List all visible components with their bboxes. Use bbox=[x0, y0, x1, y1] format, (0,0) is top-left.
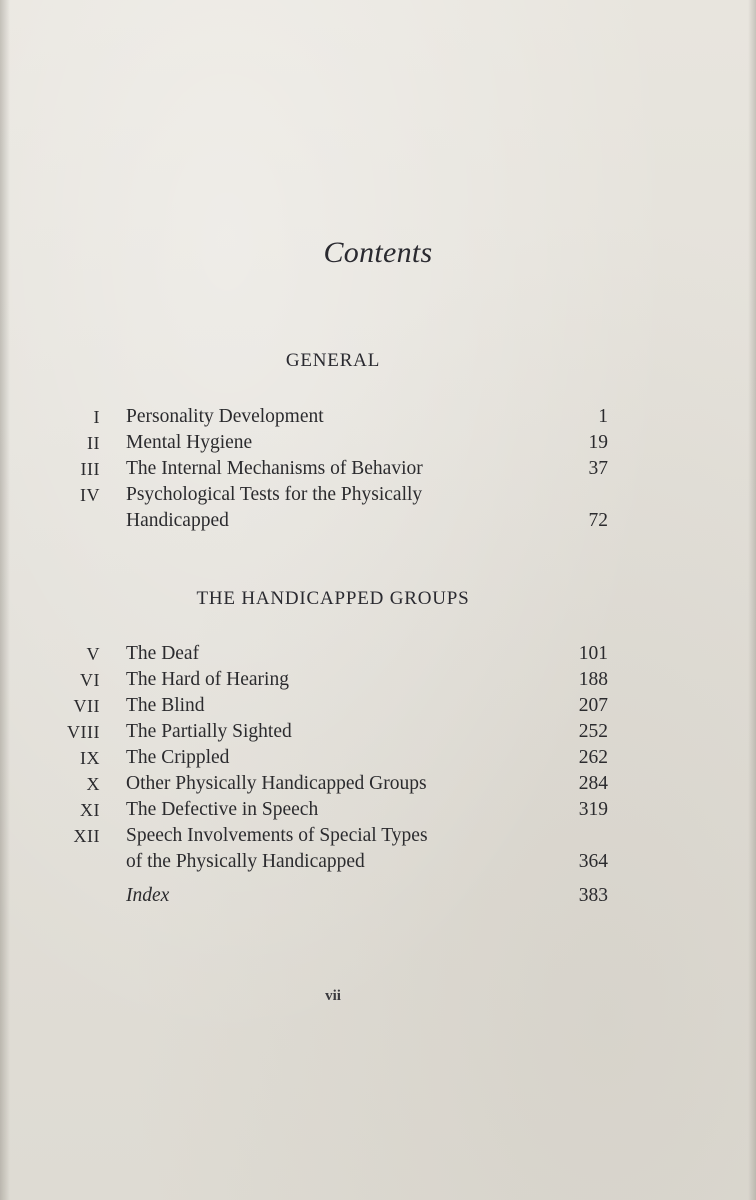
chapter-title: The Deaf bbox=[126, 643, 200, 664]
toc-entry bbox=[0, 823, 756, 875]
page-number: 72 bbox=[588, 510, 608, 531]
chapter-title-line-2: of the Physically Handicapped bbox=[126, 851, 365, 872]
chapter-numeral: X bbox=[86, 774, 100, 794]
page-number: 1 bbox=[598, 406, 608, 427]
page-number: 383 bbox=[578, 885, 608, 906]
chapter-numeral: XII bbox=[73, 826, 100, 846]
page-number: 262 bbox=[578, 747, 608, 768]
chapter-numeral: III bbox=[80, 459, 100, 479]
page-title: Contents bbox=[323, 236, 433, 269]
toc-entry-index bbox=[0, 883, 756, 909]
chapter-title: The Hard of Hearing bbox=[126, 669, 289, 690]
chapter-numeral: XI bbox=[80, 800, 100, 820]
page-number: 37 bbox=[588, 458, 608, 479]
chapter-numeral: VI bbox=[80, 670, 100, 690]
toc-section-handicapped-groups bbox=[0, 641, 756, 909]
chapter-title-line-1: Speech Involvements of Special Types bbox=[126, 825, 428, 846]
toc-entry bbox=[0, 745, 756, 771]
chapter-numeral: V bbox=[86, 644, 100, 664]
page-number: 207 bbox=[578, 695, 608, 716]
chapter-title: Other Physically Handicapped Groups bbox=[126, 773, 427, 794]
chapter-title-line-2: Handicapped bbox=[126, 510, 229, 531]
page-number: 252 bbox=[578, 721, 608, 742]
toc-entry bbox=[0, 641, 756, 667]
toc-entry bbox=[0, 456, 756, 482]
chapter-title: The Defective in Speech bbox=[126, 799, 319, 820]
toc-entry bbox=[0, 719, 756, 745]
toc-entry bbox=[0, 404, 756, 430]
toc-entry bbox=[0, 797, 756, 823]
page-number: 188 bbox=[578, 669, 608, 690]
chapter-title: The Blind bbox=[126, 695, 205, 716]
chapter-title: Mental Hygiene bbox=[126, 432, 253, 453]
chapter-numeral: VII bbox=[73, 696, 100, 716]
chapter-title bbox=[126, 823, 566, 875]
chapter-numeral: II bbox=[87, 433, 100, 453]
page-number: 284 bbox=[578, 773, 608, 794]
section-heading-handicapped-groups: THE HANDICAPPED GROUPS bbox=[196, 588, 470, 609]
toc-entry bbox=[0, 667, 756, 693]
toc-entry bbox=[0, 482, 756, 534]
chapter-numeral: I bbox=[93, 407, 100, 427]
toc-entry bbox=[0, 693, 756, 719]
chapter-title-line-1: Psychological Tests for the Physically bbox=[126, 484, 423, 505]
page-folio: vii bbox=[325, 988, 341, 1004]
chapter-numeral: VIII bbox=[67, 722, 100, 742]
chapter-title: Personality Development bbox=[126, 406, 324, 427]
toc-entry bbox=[0, 771, 756, 797]
page-edge-shadow-right bbox=[748, 0, 756, 1200]
chapter-numeral: IX bbox=[80, 748, 100, 768]
page-number: 364 bbox=[578, 851, 608, 872]
chapter-numeral: IV bbox=[80, 485, 100, 505]
chapter-title: The Partially Sighted bbox=[126, 721, 292, 742]
index-title: Index bbox=[126, 885, 170, 906]
toc-entry bbox=[0, 430, 756, 456]
page-number: 101 bbox=[578, 643, 608, 664]
page-number: 319 bbox=[578, 799, 608, 820]
section-heading-general: GENERAL bbox=[285, 350, 381, 371]
chapter-title: The Crippled bbox=[126, 747, 230, 768]
toc-section-general bbox=[0, 404, 756, 534]
chapter-title: The Internal Mechanisms of Behavior bbox=[126, 458, 423, 479]
page-number: 19 bbox=[588, 432, 608, 453]
chapter-title bbox=[126, 482, 566, 534]
